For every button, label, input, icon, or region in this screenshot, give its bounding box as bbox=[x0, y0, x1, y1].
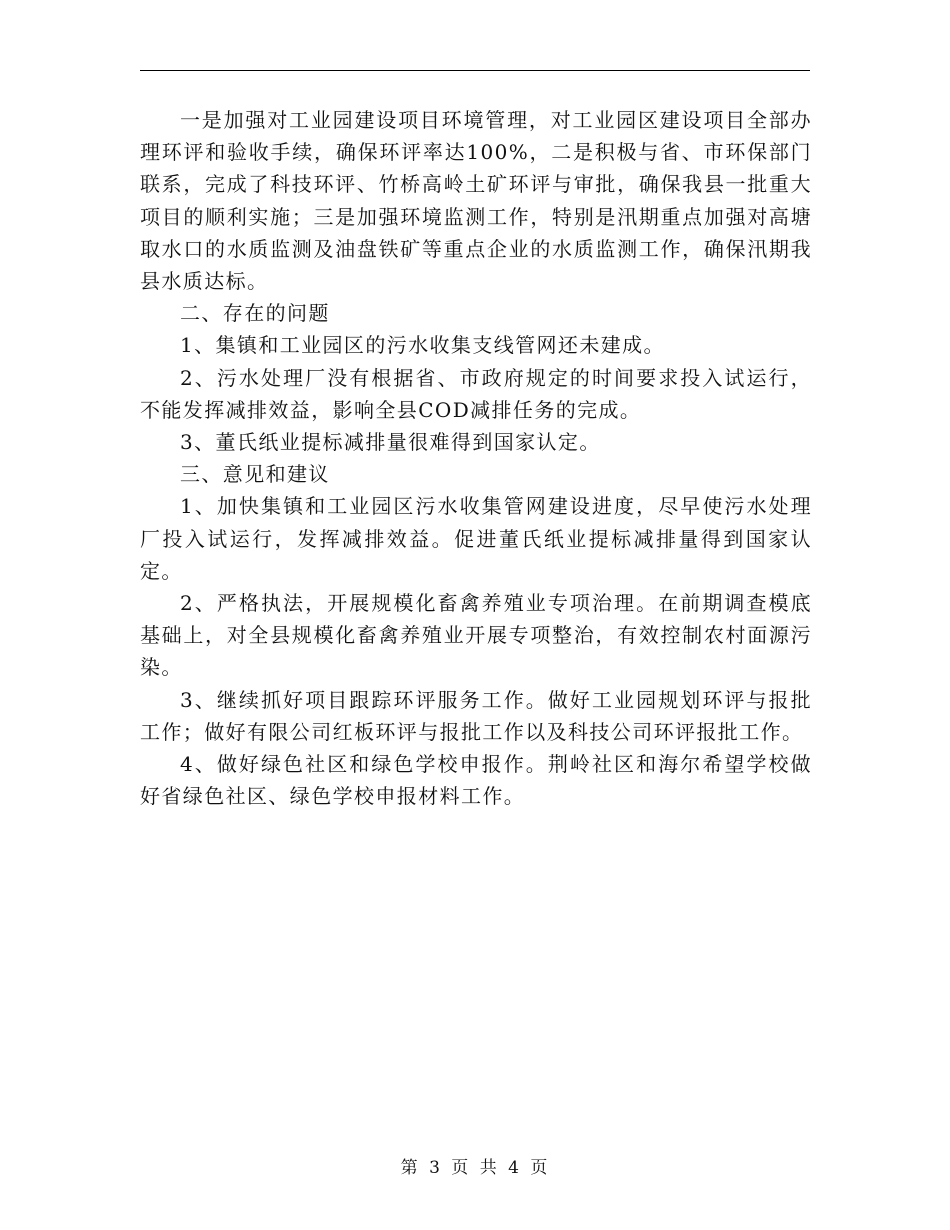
paragraph-problem-3: 3、董氏纸业提标减排量很难得到国家认定。 bbox=[180, 430, 601, 455]
paragraph-problem-1: 1、集镇和工业园区的污水收集支线管网还未建成。 bbox=[180, 333, 665, 358]
section-heading-suggestions: 三、意见和建议 bbox=[180, 462, 330, 487]
paragraph-environment-management: 一是加强对工业园建设项目环境管理，对工业园区建设项目全部办理环评和验收手续，确保环评率达100%，二是积极与省、市环保部门联系，完成了科技环评、竹桥高岭土矿环评与审批，确保我县一批重大项目的顺利实施；三是加强环境监测工作，特别是汛期重点加强对高塘取水口的水质监测及油盘铁矿等重点企业的水质监测工作，确保汛期我县水质达标。 bbox=[140, 108, 812, 294]
paragraph-suggestion-3: 3、继续抓好项目跟踪环评服务工作。做好工业园规划环评与报批工作；做好有限公司红板环评与报批工作以及科技公司环评报批工作。 bbox=[140, 687, 812, 744]
document-body bbox=[140, 104, 812, 812]
page-number-footer: 第 3 页 共 4 页 bbox=[400, 1158, 550, 1178]
paragraph-suggestion-4: 4、做好绿色社区和绿色学校申报作。荆岭社区和海尔希望学校做好省绿色社区、绿色学校申报材料工作。 bbox=[140, 752, 812, 809]
header-rule bbox=[140, 70, 810, 71]
section-heading-problems: 二、存在的问题 bbox=[180, 301, 330, 326]
paragraph-suggestion-2: 2、严格执法，开展规模化畜禽养殖业专项治理。在前期调查模底基础上，对全县规模化畜禽养殖业开展专项整治，有效控制农村面源污染。 bbox=[140, 591, 812, 680]
paragraph-suggestion-1: 1、加快集镇和工业园区污水收集管网建设进度，尽早使污水处理厂投入试运行，发挥减排效益。促进董氏纸业提标减排量得到国家认定。 bbox=[140, 494, 812, 583]
paragraph-problem-2: 2、污水处理厂没有根据省、市政府规定的时间要求投入试运行，不能发挥减排效益，影响全县COD减排任务的完成。 bbox=[140, 365, 812, 422]
